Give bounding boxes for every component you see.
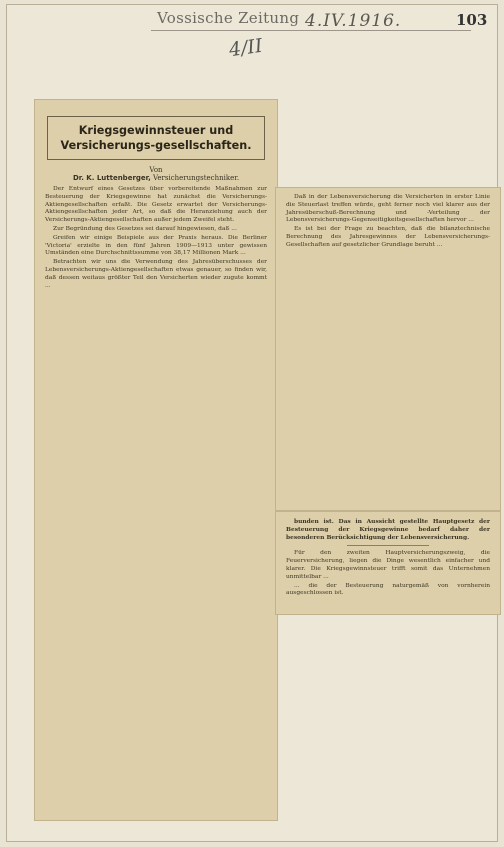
- article-title: Kriegsgewinnsteuer und Versicherungs-gesellschaften.: [60, 124, 252, 152]
- header-rule: [151, 30, 471, 31]
- byline-prefix: Von: [149, 166, 163, 174]
- article-body-right-bottom: [276, 512, 500, 598]
- section-separator: [347, 545, 429, 546]
- paragraph-4: Betrachten wir uns die Verwendung des Jahresüberschusses der Lebensversicherungs-Aktiengesellschaften etwas genauer, so finden wir, daß dessen weitaus größter Teil den Versicherten wieder zugute kommt ...: [45, 259, 267, 289]
- newspaper-name: Vossische Zeitung: [157, 9, 300, 27]
- handwritten-date: 4.IV.1916.: [305, 11, 402, 31]
- bold-statement: bunden ist. Das in Aussicht gestellte Hauptgesetz der Besteuerung der Kriegsgewinne bedarf daher der besonderen Berücksichtigung der Lebensversicherung.: [286, 518, 490, 541]
- scan-sheet: [6, 4, 498, 842]
- paragraph-7: Für den zweiten Hauptversicherungszweig, die Feuerversicherung, liegen die Dinge wesentlich einfacher und klarer. Die Kriegsgewinnsteuer trifft somit das Unternehmen unmittelbar ...: [286, 550, 490, 580]
- paragraph-6: Es ist bei der Frage zu beachten, daß die bilanztechnische Berechnung des Jahresgewinnes der Lebensversicherungs-Gesellschaften auf gesetzlicher Grundlage beruht ...: [286, 226, 490, 248]
- paragraph-5: Daß in der Lebensversicherung die Versicherten in erster Linie die Steuerlast treffen würde, geht ferner noch viel klarer aus der Jahresüberschuß-Berechnung und -Verteilung der Lebensversicherungs-Gegenseitigkeitsgesellschaften hervor ...: [286, 194, 490, 224]
- paragraph-3: Greifen wir einige Beispiele aus der Praxis heraus. Die Berliner 'Victoria' erzielte in den fünf Jahren 1909—1913 unter gewissen Umständen eine Durchschnittssumme von 38,17 Millionen Mark ...: [45, 234, 267, 257]
- article-clipping-left: [35, 100, 277, 820]
- paragraph-2: Zur Begründung des Gesetzes sei darauf hingewiesen, daß ...: [53, 225, 237, 232]
- paragraph-1: Der Entwurf eines Gesetzes über vorbereitende Maßnahmen zur Besteuerung der Kriegsgewinne hat zunächst die Versicherungs-Aktiengesellschaften erfaßt. Die Gesetz erwartet der Versicherungs-Aktiengesellschaften jeder Art, so daß die Heranziehung auch der Versicherungs-Aktiengesellschaften außer jedem Zweifel steht.: [45, 186, 267, 224]
- article-title-box: [47, 116, 265, 160]
- article-ending: ... die der Besteuerung naturgemäß von vornherein ausgeschlossen ist.: [286, 582, 490, 597]
- author-name: Dr. K. Luttenberger,: [72, 174, 151, 182]
- author-role: Versicherungstechniker.: [152, 174, 240, 182]
- article-clipping-right-bottom: [276, 512, 500, 614]
- handwritten-mark: 4/II: [227, 34, 264, 62]
- article-body-left: [35, 186, 277, 290]
- document-header: [7, 5, 499, 65]
- page-number: 103: [456, 11, 488, 29]
- article-body-right-top: [276, 188, 500, 250]
- byline: [35, 174, 277, 182]
- article-clipping-right-top: [276, 188, 500, 510]
